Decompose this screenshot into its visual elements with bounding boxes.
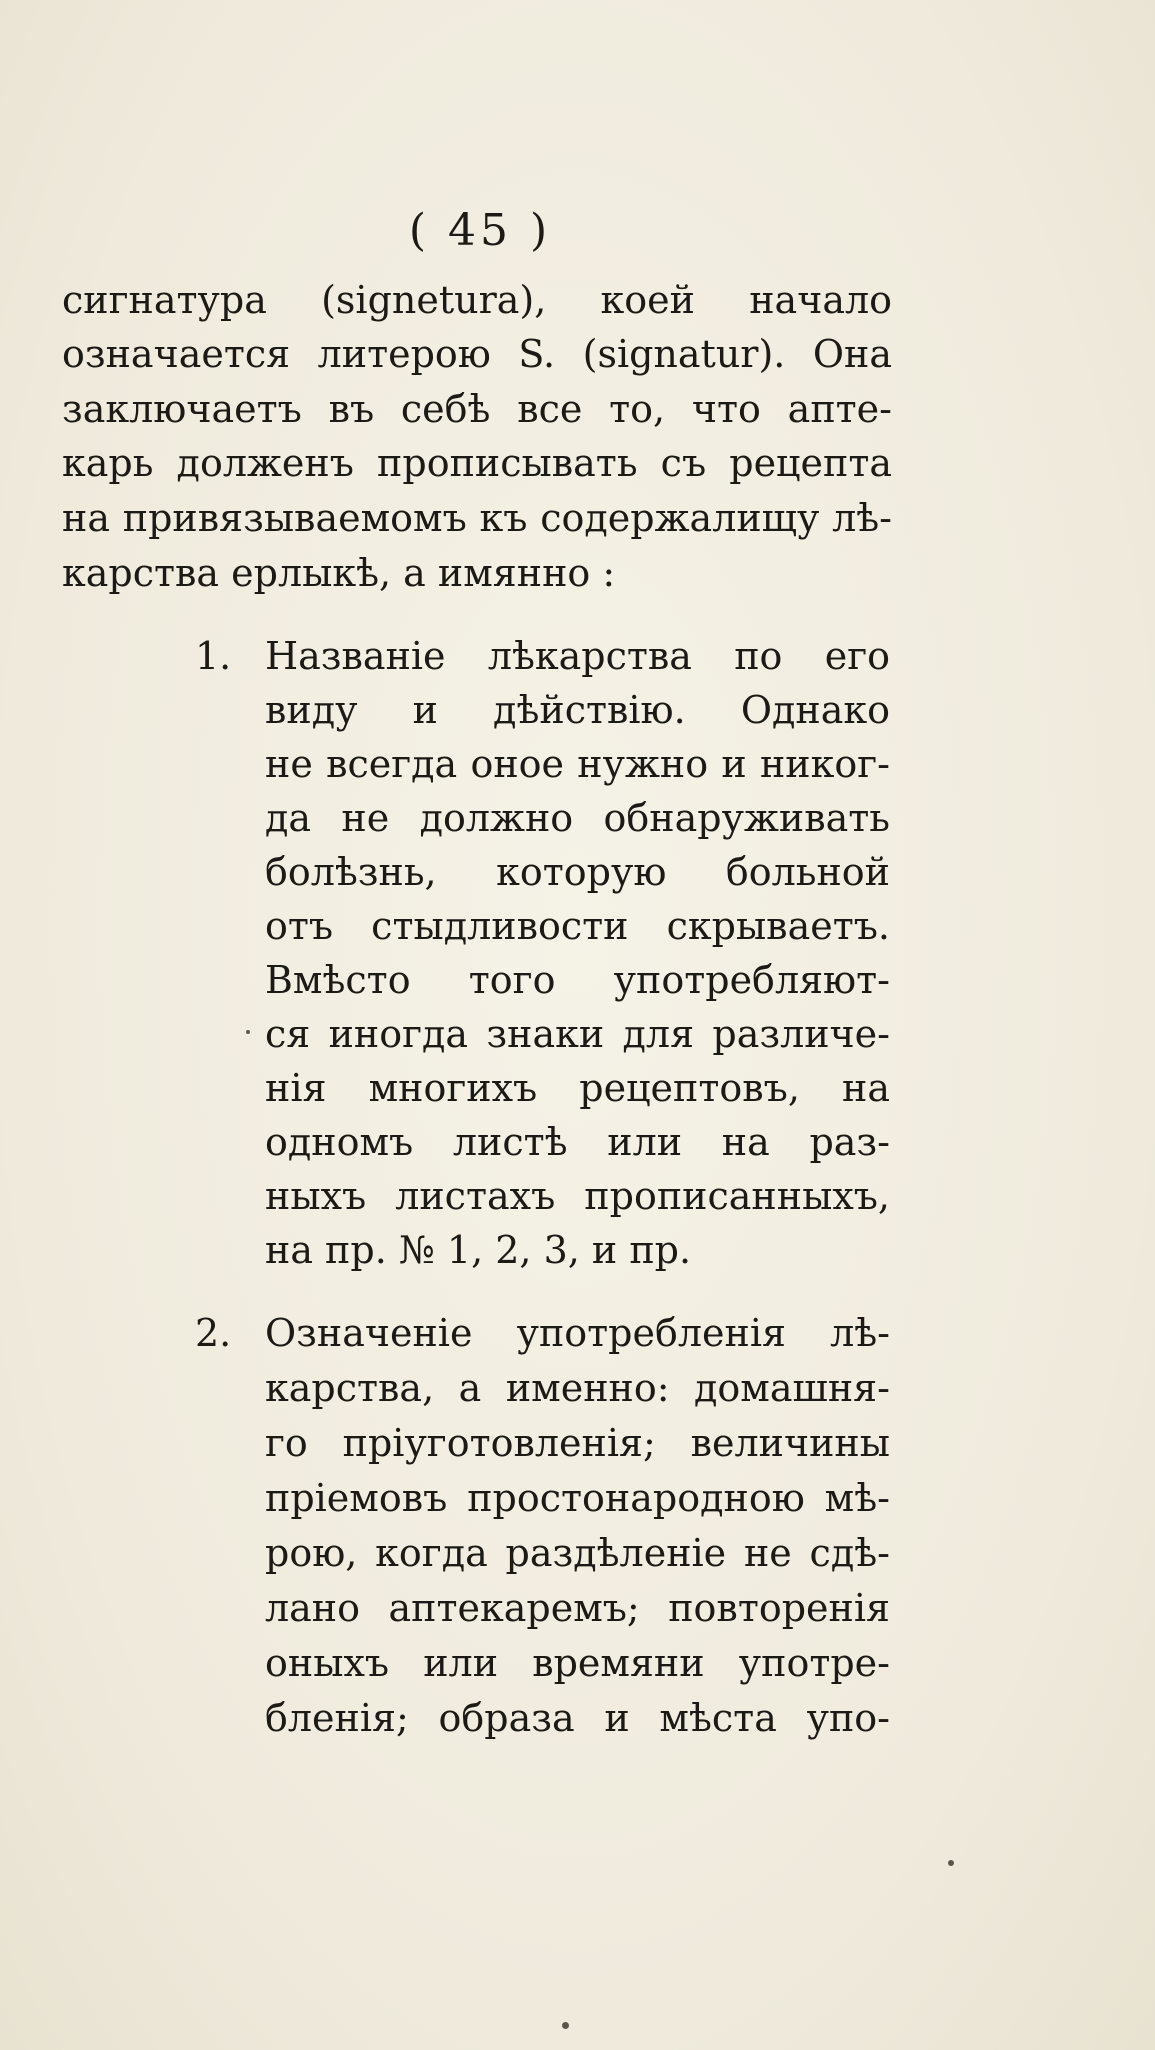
- item-1-line-3: не всегда оное нужно и никог-: [265, 742, 890, 786]
- item-2-line-4: пріемовъ простонародною мѣ-: [265, 1476, 890, 1520]
- item-1-line-8: ся иногда знаки для различе-: [265, 1012, 890, 1056]
- item-2-line-8: бленія; образа и мѣста упо-: [265, 1696, 890, 1740]
- item-2-line-5: рою, когда раздѣленіе не сдѣ-: [265, 1531, 890, 1575]
- item-2-line-1: Означеніе употребленія лѣ-: [265, 1311, 890, 1355]
- item-2-line-3: го пріуготовленія; величины: [265, 1421, 890, 1465]
- intro-line-5: на привязываемомъ къ содержалищу лѣ-: [62, 496, 892, 540]
- item-2-line-7: оныхъ или времяни употре-: [265, 1641, 890, 1685]
- item-1-line-5: болѣзнь, которую больной: [265, 850, 890, 894]
- intro-line-2: означается литерою S. (signatur). Она: [62, 332, 892, 376]
- dust-speck: [246, 1030, 250, 1034]
- intro-line-1: сигнатура (signetura), коей начало: [62, 278, 892, 322]
- item-1-line-10: одномъ листѣ или на раз-: [265, 1120, 890, 1164]
- item-2-line-6: лано аптекаремъ; повторенія: [265, 1586, 890, 1630]
- item-1-line-12: на пр. № 1, 2, 3, и пр.: [265, 1228, 692, 1272]
- page-number: ( 45 ): [408, 205, 552, 256]
- item-1-line-1: Названіе лѣкарства по его: [265, 634, 890, 678]
- dust-speck: [562, 2022, 569, 2029]
- item-1-line-6: отъ стыдливости скрываетъ.: [265, 904, 890, 948]
- item-1-line-11: ныхъ листахъ прописанныхъ,: [265, 1174, 890, 1218]
- item-2-number: 2.: [195, 1311, 232, 1355]
- intro-line-6: карства ерлыкѣ, а имянно :: [62, 551, 616, 595]
- intro-line-3: заключаетъ въ себѣ все то, что апте-: [62, 387, 892, 431]
- dust-speck: [948, 1860, 954, 1866]
- intro-line-4: карь долженъ прописывать съ рецепта: [62, 441, 892, 485]
- item-2-line-2: карства, а именно: домашня-: [265, 1366, 890, 1410]
- item-1-line-4: да не должно обнаруживать: [265, 796, 890, 840]
- item-1-number: 1.: [195, 634, 232, 678]
- item-1-line-9: нія многихъ рецептовъ, на: [265, 1066, 890, 1110]
- item-1-line-2: виду и дѣйствію. Однако: [265, 688, 890, 732]
- item-1-line-7: Вмѣсто того употребляют-: [265, 958, 890, 1002]
